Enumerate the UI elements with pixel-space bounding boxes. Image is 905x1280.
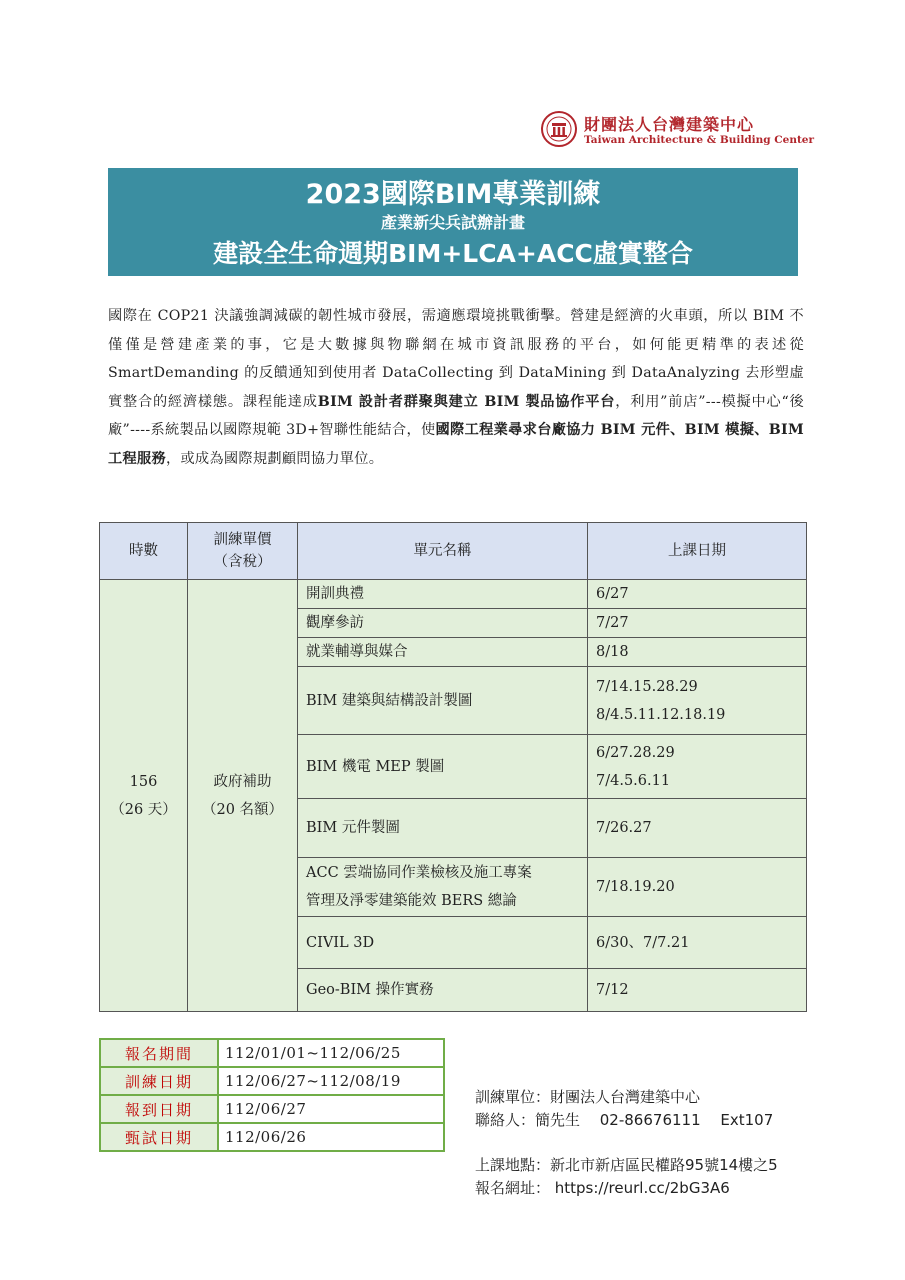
unit-date: 8/18 [588, 638, 807, 667]
period-row [100, 1123, 444, 1151]
class-location: 上課地點：新北市新店區民權路95號14樓之5 [475, 1156, 778, 1174]
price-cell [188, 580, 298, 1012]
unit-name: BIM 建築與結構設計製圖 [298, 667, 588, 735]
table-header-row [100, 523, 807, 580]
header-date: 上課日期 [588, 523, 807, 580]
intro-text-1: 國際在 COP21 決議強調減碳的韌性城市發展，需適應環境挑戰衝擊。營建是經濟的火車頭，所以 BIM 不僅僅是營建產業的事，它是大數據與物聯網在城市資訊服務的平台，如何能更精準的表述從 SmartDemanding 的反饋通知到使用者 DataCollecting 到 DataMining 到 DataAnalyzing 去形塑虛實整合的經濟樣態。課程能達成 [108, 308, 804, 410]
title-banner [108, 168, 798, 276]
unit-name: Geo-BIM 操作實務 [298, 969, 588, 1012]
unit-date: 7/27 [588, 609, 807, 638]
organization-logo [540, 108, 815, 152]
unit-name-line1: ACC 雲端協同作業檢核及施工專案 [306, 865, 532, 881]
hours-value: 156 [129, 773, 158, 790]
period-value: 112/06/26 [218, 1123, 444, 1151]
unit-name [298, 858, 588, 917]
banner-subtitle: 產業新尖兵試辦計畫 [380, 213, 525, 232]
period-label: 訓練日期 [100, 1067, 218, 1095]
unit-date-line2: 8/4.5.11.12.18.19 [596, 706, 726, 723]
unit-date: 7/12 [588, 969, 807, 1012]
header-price-line1: 訓練單價 [213, 532, 272, 548]
period-value: 112/06/27~112/08/19 [218, 1067, 444, 1095]
intro-bold-2: 國際工程業尋求台廠協力 BIM 元件、BIM 模擬、BIM 工程服務 [108, 422, 804, 467]
intro-paragraph [108, 302, 804, 474]
unit-date-line1: 6/27.28.29 [596, 744, 675, 761]
period-label: 甄試日期 [100, 1123, 218, 1151]
organization-seal-icon [540, 110, 578, 148]
days-value: （26 天） [110, 801, 177, 818]
unit-date: 7/18.19.20 [588, 858, 807, 917]
period-row [100, 1039, 444, 1067]
unit-date-line2: 7/4.5.6.11 [596, 772, 671, 789]
header-price [188, 523, 298, 580]
training-organization: 訓練單位：財團法人台灣建築中心 [475, 1088, 701, 1106]
registration-url[interactable]: 報名網址： https://reurl.cc/2bG3A6 [475, 1179, 730, 1197]
registration-periods-table [99, 1038, 445, 1152]
intro-text-2: ，利用”前店”---模擬中心“後廠”----系統製品以國際規範 3D+智聯性能結合，使 [108, 393, 805, 439]
period-label: 報到日期 [100, 1095, 218, 1123]
unit-name: 觀摩參訪 [298, 609, 588, 638]
unit-date [588, 667, 807, 735]
period-value: 112/06/27 [218, 1095, 444, 1123]
unit-date-line1: 7/14.15.28.29 [596, 678, 698, 695]
period-row [100, 1095, 444, 1123]
hours-cell [100, 580, 188, 1012]
contact-info [475, 1086, 778, 1200]
course-schedule-table [99, 522, 807, 1012]
unit-name: BIM 機電 MEP 製圖 [298, 735, 588, 799]
banner-heading: 建設全生命週期BIM+LCA+ACC虛實整合 [213, 239, 693, 268]
period-label: 報名期間 [100, 1039, 218, 1067]
unit-name-line2: 管理及淨零建築能效 BERS 總論 [306, 893, 517, 909]
header-price-line2: （含稅） [213, 554, 272, 570]
table-row [100, 580, 807, 609]
unit-name: 開訓典禮 [298, 580, 588, 609]
price-value: 政府補助 [213, 773, 272, 790]
header-hours: 時數 [100, 523, 188, 580]
intro-bold-1: BIM 設計者群聚與建立 BIM 製品協作平台 [317, 393, 616, 410]
header-unit: 單元名稱 [298, 523, 588, 580]
unit-name: BIM 元件製圖 [298, 799, 588, 858]
unit-date: 6/30、7/7.21 [588, 917, 807, 969]
period-value: 112/01/01~112/06/25 [218, 1039, 444, 1067]
intro-text-3: ，或成為國際規劃顧問協力單位。 [165, 450, 384, 467]
period-row [100, 1067, 444, 1095]
quota-value: （20 名額） [201, 801, 284, 818]
unit-date: 7/26.27 [588, 799, 807, 858]
unit-name: 就業輔導與媒合 [298, 638, 588, 667]
banner-title: 2023國際BIM專業訓練 [305, 179, 601, 210]
organization-name-en: Taiwan Architecture & Building Center [584, 134, 815, 146]
unit-date [588, 735, 807, 799]
unit-name: CIVIL 3D [298, 917, 588, 969]
unit-date: 6/27 [588, 580, 807, 609]
contact-person: 聯絡人：簡先生 02-86676111 Ext107 [475, 1111, 774, 1129]
organization-name-cn: 財團法人台灣建築中心 [584, 115, 755, 134]
